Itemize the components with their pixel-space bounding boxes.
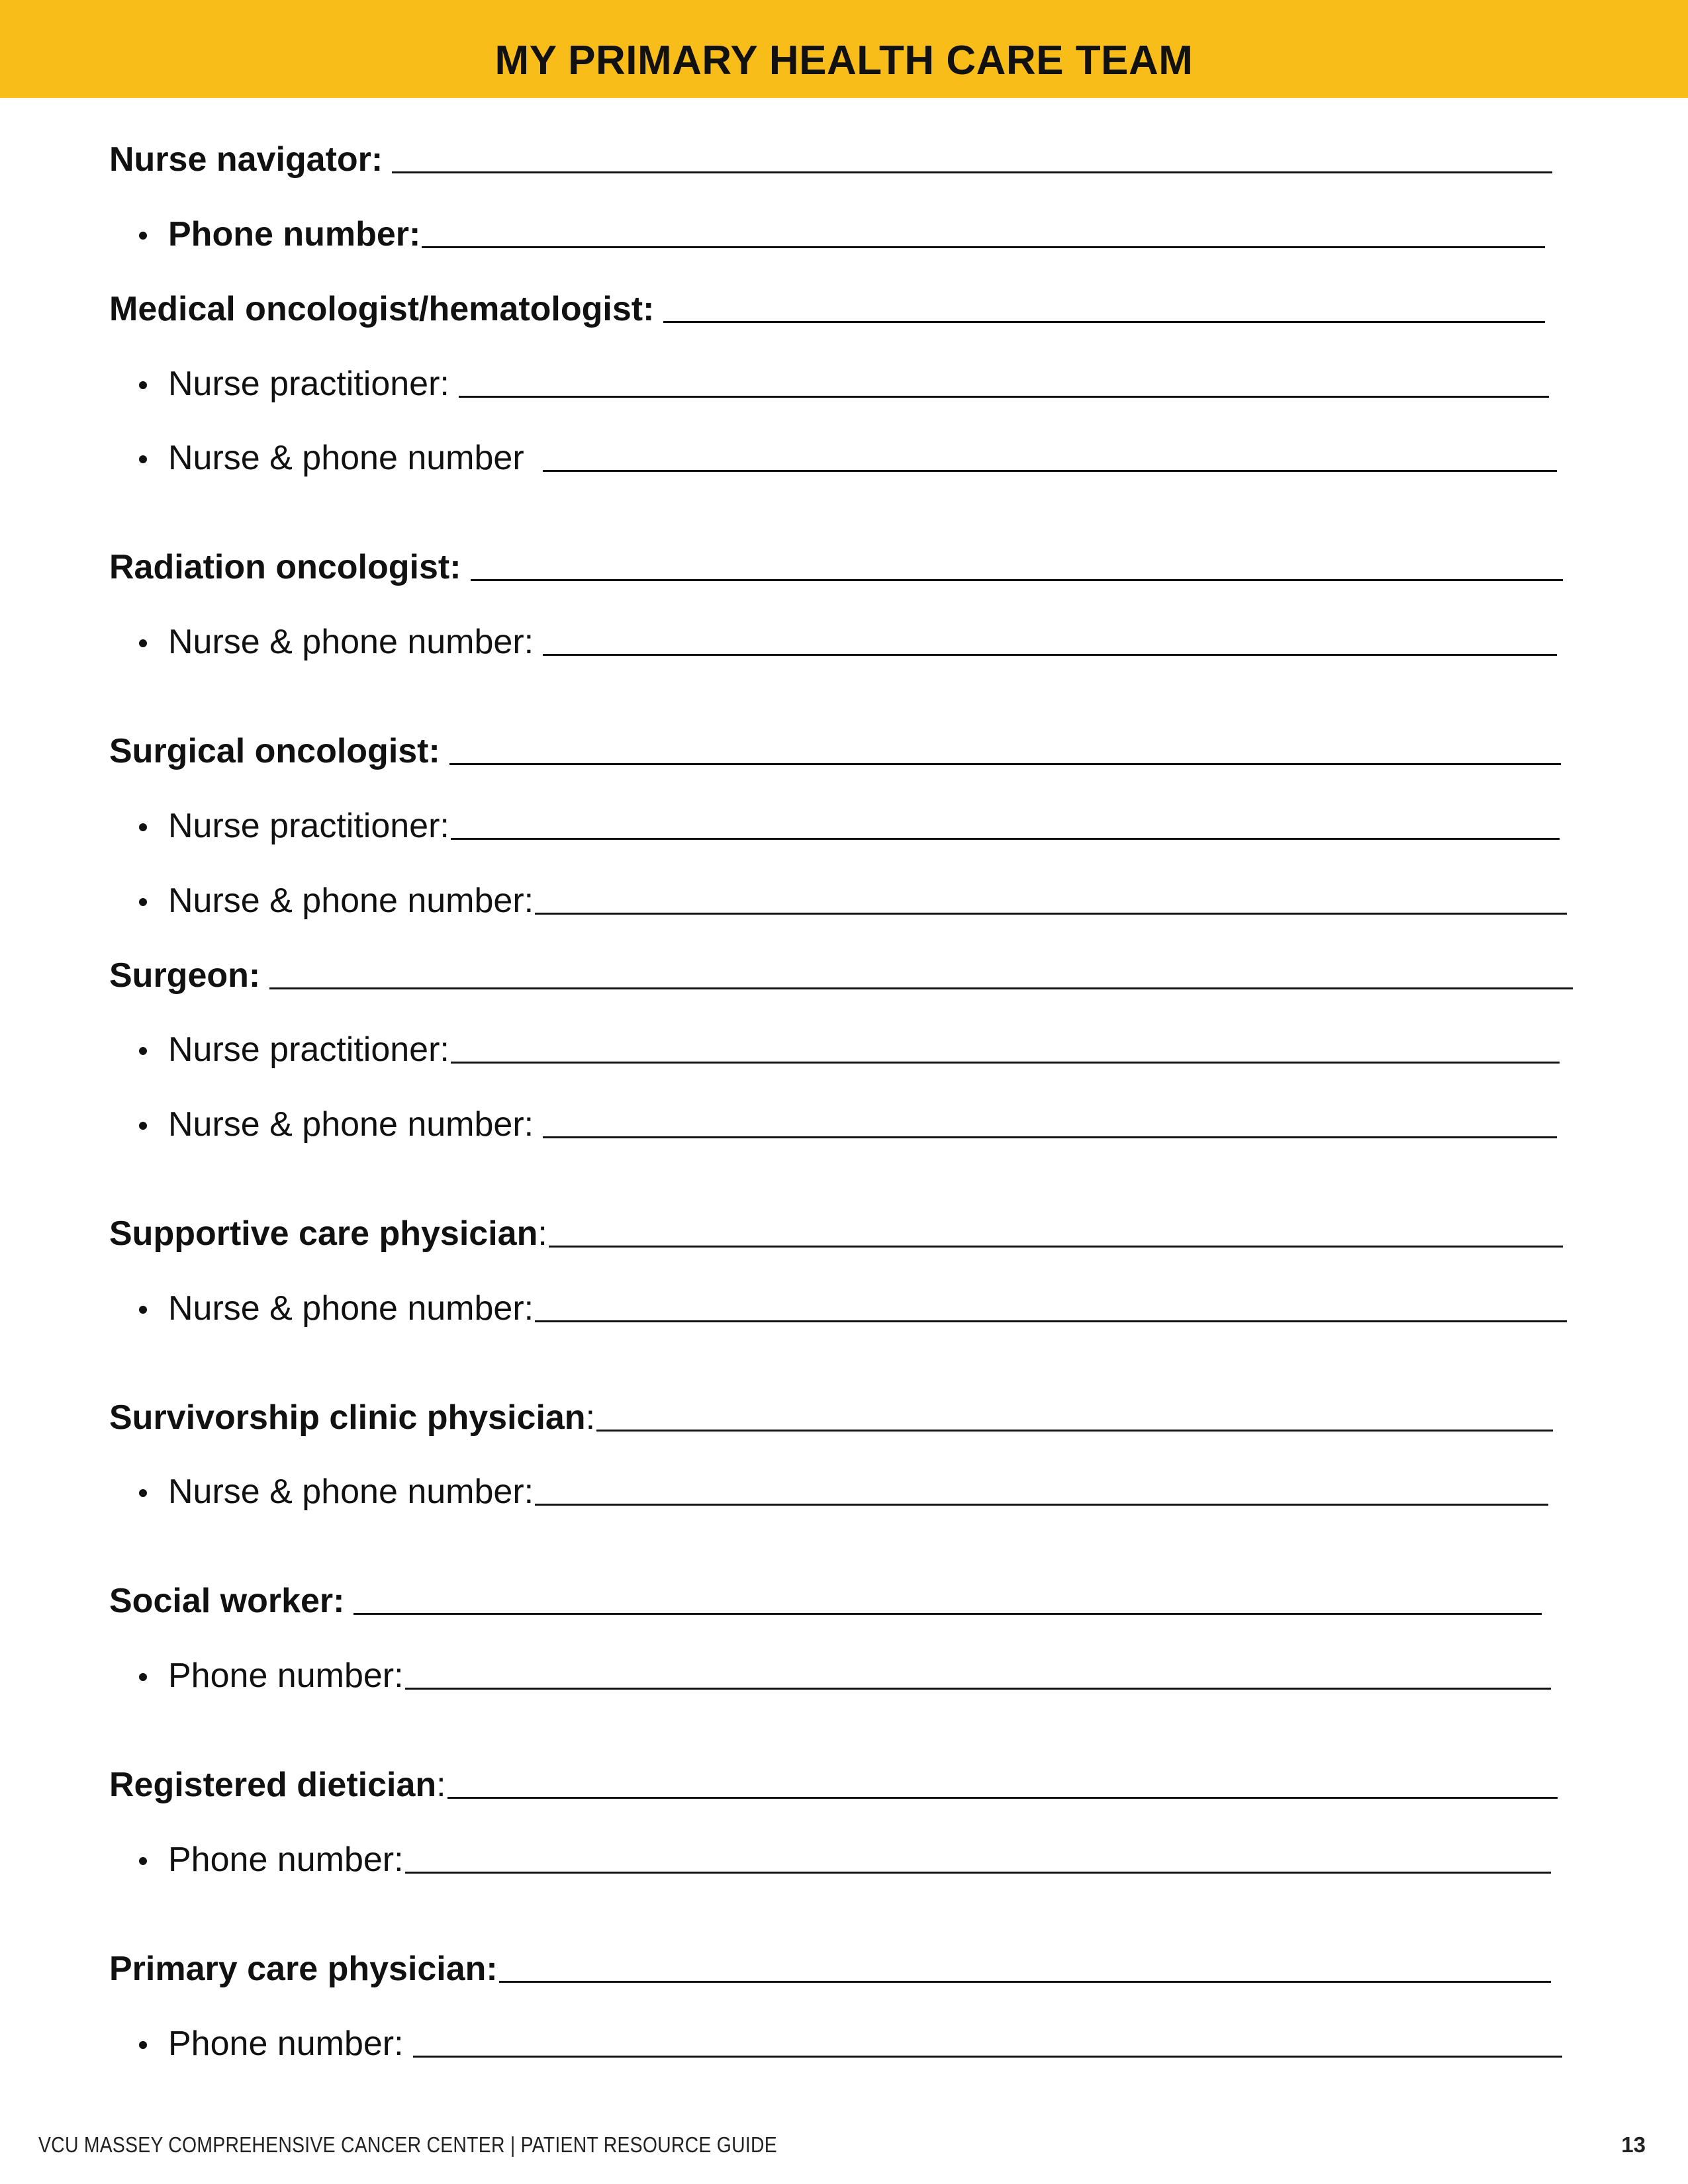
- surgical-np-row: [139, 794, 1560, 846]
- radiation-oncologist-field[interactable]: [471, 579, 1563, 581]
- bullet-icon: [139, 455, 147, 463]
- bullet-icon: [139, 1047, 147, 1055]
- surgical-oncologist-row: [109, 719, 1561, 772]
- bullet-icon: [139, 1306, 147, 1314]
- page-number: 13: [1621, 2132, 1646, 2157]
- supportive-care-label: Supportive care physician: [109, 1214, 538, 1253]
- radiation-nurse-phone-label: Nurse & phone number:: [168, 623, 534, 662]
- radiation-nurse-phone-field[interactable]: [543, 654, 1557, 656]
- medical-np-field[interactable]: [459, 396, 1549, 398]
- dietician-colon: :: [436, 1766, 446, 1805]
- nurse-navigator-label: Nurse navigator:: [109, 140, 383, 179]
- supportive-nurse-phone-row: [139, 1276, 1567, 1329]
- surgeon-row: [109, 943, 1573, 996]
- surgical-oncologist-field[interactable]: [449, 763, 1561, 765]
- survivorship-nurse-phone-label: Nurse & phone number:: [168, 1473, 534, 1512]
- medical-nurse-phone-label: Nurse & phone number: [168, 439, 524, 478]
- dietician-phone-field[interactable]: [405, 1872, 1551, 1874]
- survivorship-row: [109, 1385, 1553, 1438]
- surgeon-field[interactable]: [269, 987, 1573, 989]
- medical-nurse-phone-row: [139, 426, 1557, 478]
- medical-np-row: [139, 351, 1549, 404]
- social-worker-row: [109, 1569, 1542, 1621]
- surgeon-np-field[interactable]: [451, 1062, 1560, 1064]
- medical-oncologist-label: Medical oncologist/hematologist:: [109, 290, 655, 329]
- nurse-navigator-row: [109, 127, 1552, 180]
- survivorship-nurse-phone-row: [139, 1459, 1548, 1512]
- surgeon-nurse-phone-field[interactable]: [543, 1136, 1557, 1138]
- survivorship-colon: :: [585, 1398, 596, 1437]
- surgical-nurse-phone-row: [139, 868, 1567, 921]
- surgeon-nurse-phone-row: [139, 1092, 1557, 1145]
- supportive-nurse-phone-field[interactable]: [535, 1320, 1567, 1322]
- social-worker-label: Social worker:: [109, 1582, 345, 1621]
- bullet-icon: [139, 823, 147, 831]
- medical-oncologist-field[interactable]: [663, 321, 1545, 323]
- supportive-care-row: [109, 1201, 1563, 1254]
- social-worker-field[interactable]: [353, 1613, 1542, 1615]
- surgical-np-label: Nurse practitioner:: [168, 807, 449, 846]
- bullet-icon: [139, 2041, 147, 2049]
- primary-care-field[interactable]: [499, 1981, 1551, 1983]
- dietician-field[interactable]: [447, 1797, 1558, 1799]
- medical-nurse-phone-field[interactable]: [543, 470, 1557, 472]
- footer-text: VCU MASSEY COMPREHENSIVE CANCER CENTER | PATIENT RESOURCE GUIDE: [38, 2132, 777, 2157]
- primary-care-phone-label: Phone number:: [168, 2025, 404, 2064]
- bullet-icon: [139, 232, 147, 240]
- medical-oncologist-row: [109, 277, 1545, 330]
- primary-care-phone-field[interactable]: [413, 2056, 1562, 2058]
- page-title: MY PRIMARY HEALTH CARE TEAM: [494, 38, 1194, 83]
- bullet-icon: [139, 898, 147, 906]
- surgeon-np-label: Nurse practitioner:: [168, 1030, 449, 1069]
- supportive-care-colon: :: [538, 1214, 547, 1253]
- survivorship-field[interactable]: [596, 1430, 1553, 1432]
- radiation-oncologist-label: Radiation oncologist:: [109, 548, 461, 587]
- surgeon-label: Surgeon:: [109, 956, 261, 995]
- survivorship-label: Survivorship clinic physician: [109, 1398, 586, 1437]
- nurse-navigator-phone-label: Phone number:: [168, 215, 421, 254]
- radiation-nurse-phone-row: [139, 610, 1557, 662]
- nurse-navigator-phone-field[interactable]: [422, 246, 1545, 248]
- dietician-label: Registered dietician: [109, 1766, 437, 1805]
- bullet-icon: [139, 1673, 147, 1681]
- surgical-np-field[interactable]: [451, 838, 1560, 840]
- surgical-nurse-phone-field[interactable]: [535, 913, 1567, 915]
- nurse-navigator-phone-row: [139, 202, 1545, 255]
- dietician-row: [109, 1752, 1558, 1805]
- primary-care-phone-row: [139, 2011, 1562, 2064]
- dietician-phone-label: Phone number:: [168, 1841, 404, 1880]
- radiation-oncologist-row: [109, 535, 1563, 588]
- supportive-care-field[interactable]: [549, 1246, 1563, 1248]
- social-worker-phone-label: Phone number:: [168, 1657, 404, 1696]
- surgical-nurse-phone-label: Nurse & phone number:: [168, 882, 534, 921]
- medical-np-label: Nurse practitioner:: [168, 365, 449, 404]
- surgical-oncologist-label: Surgical oncologist:: [109, 732, 440, 771]
- dietician-phone-row: [139, 1827, 1551, 1880]
- bullet-icon: [139, 1122, 147, 1130]
- nurse-navigator-field[interactable]: [392, 171, 1552, 173]
- social-worker-phone-field[interactable]: [405, 1688, 1551, 1690]
- primary-care-label: Primary care physician:: [109, 1950, 498, 1989]
- bullet-icon: [139, 1489, 147, 1497]
- supportive-nurse-phone-label: Nurse & phone number:: [168, 1289, 534, 1328]
- bullet-icon: [139, 639, 147, 647]
- survivorship-nurse-phone-field[interactable]: [535, 1504, 1548, 1506]
- social-worker-phone-row: [139, 1643, 1551, 1696]
- bullet-icon: [139, 381, 147, 389]
- surgeon-nurse-phone-label: Nurse & phone number:: [168, 1105, 534, 1144]
- bullet-icon: [139, 1857, 147, 1865]
- surgeon-np-row: [139, 1017, 1560, 1070]
- primary-care-row: [109, 1936, 1551, 1989]
